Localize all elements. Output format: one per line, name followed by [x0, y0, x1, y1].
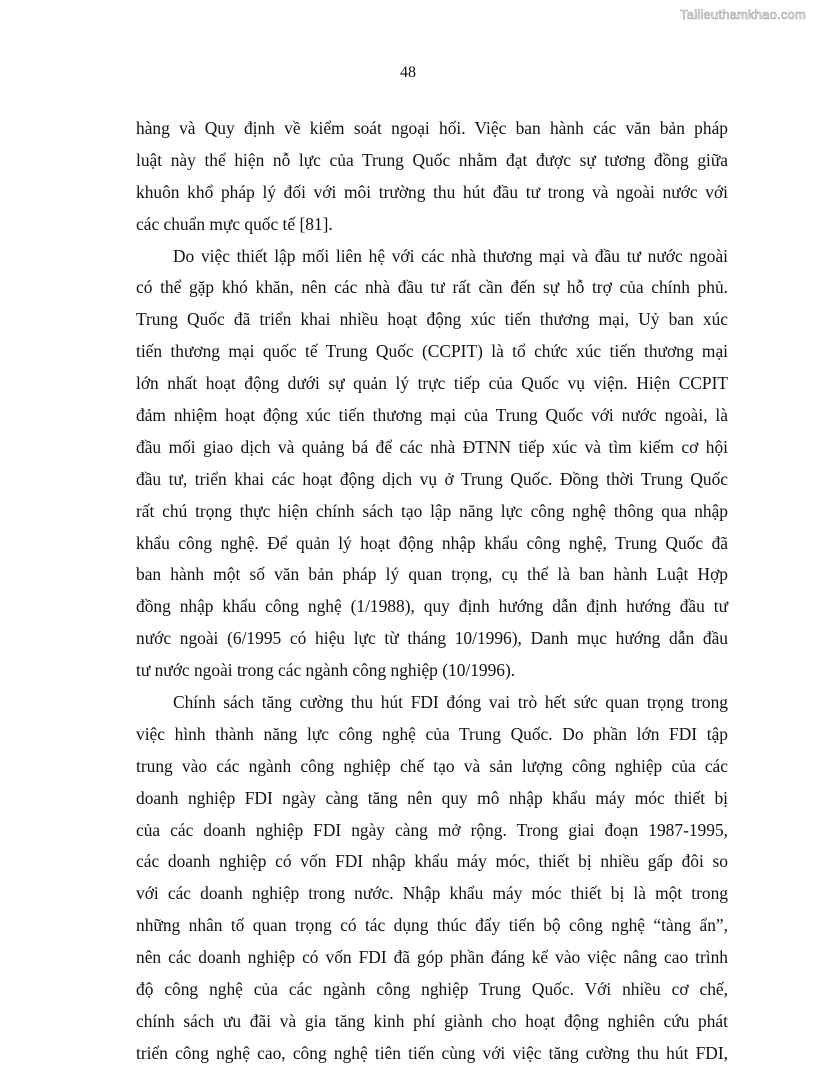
- text-line: của các doanh nghiệp FDI ngày càng mở rộng. Trong giai đoạn 1987-1995,: [136, 819, 728, 840]
- watermark-text: Tailieuthamkhao.com: [680, 7, 806, 22]
- text-line: các doanh nghiệp có vốn FDI nhập khẩu máy móc, thiết bị nhiều gấp đôi so: [136, 851, 728, 872]
- text-line: có thể gặp khó khăn, nên các nhà đầu tư rất cần đến sự hỗ trợ của chính phủ.: [136, 277, 728, 298]
- text-line: chính sách ưu đãi và gia tăng kinh phí giành cho hoạt động nghiên cứu phát: [136, 1010, 728, 1031]
- text-line: Chính sách tăng cường thu hút FDI đóng vai trò hết sức quan trọng trong: [173, 692, 728, 713]
- text-line: rất chú trọng thực hiện chính sách tạo lập năng lực công nghệ thông qua nhập: [136, 500, 728, 521]
- text-line: Trung Quốc đã triển khai nhiều hoạt động xúc tiến thương mại, Uỷ ban xúc: [136, 309, 728, 330]
- text-line: tư nước ngoài trong các ngành công nghiệp (10/1996).: [136, 660, 516, 681]
- text-line: nước ngoài (6/1995 có hiệu lực từ tháng 10/1996), Danh mục hướng dẫn đầu: [136, 628, 728, 649]
- text-line: đầu tư, triển khai các hoạt động dịch vụ ở Trung Quốc. Đồng thời Trung Quốc: [136, 468, 728, 489]
- text-line: triển công nghệ cao, công nghệ tiên tiến cùng với việc tăng cường thu hút FDI,: [136, 1042, 728, 1063]
- text-line: đảm nhiệm hoạt động xúc tiến thương mại của Trung Quốc với nước ngoài, là: [136, 405, 728, 426]
- paragraph: [136, 113, 728, 241]
- text-line: đầu mối giao dịch và quảng bá để các nhà ĐTNN tiếp xúc và tìm kiếm cơ hội: [136, 436, 728, 457]
- text-line: với các doanh nghiệp trong nước. Nhập khẩu máy móc thiết bị là một trong: [136, 883, 728, 904]
- document-body: [136, 113, 728, 1070]
- text-line: đồng nhập khẩu công nghệ (1/1988), quy định hướng dẫn định hướng đầu tư: [136, 596, 728, 617]
- text-line: luật này thể hiện nỗ lực của Trung Quốc nhằm đạt được sự tương đồng giữa: [136, 149, 728, 170]
- text-line: doanh nghiệp FDI ngày càng tăng nên quy mô nhập khẩu máy móc thiết bị: [136, 787, 728, 808]
- text-line: trung vào các ngành công nghiệp chế tạo và sản lượng công nghiệp của các: [136, 755, 728, 776]
- page-number: 48: [400, 64, 416, 81]
- text-line: khuôn khổ pháp lý đối với môi trường thu hút đầu tư trong và ngoài nước với: [136, 181, 728, 202]
- text-line: việc hình thành năng lực công nghệ của Trung Quốc. Do phần lớn FDI tập: [136, 723, 728, 744]
- paragraph: [136, 241, 728, 687]
- paragraph: [136, 687, 728, 1070]
- text-line: ban hành một số văn bản pháp lý quan trọng, cụ thể là ban hành Luật Hợp: [136, 564, 728, 585]
- text-line: những nhân tố quan trọng có tác dụng thúc đẩy tiến bộ công nghệ “tàng ẩn”,: [136, 915, 728, 936]
- text-line: độ công nghệ của các ngành công nghiệp Trung Quốc. Với nhiều cơ chế,: [136, 979, 728, 1000]
- text-line: nên các doanh nghiệp có vốn FDI đã góp phần đáng kể vào việc nâng cao trình: [136, 947, 728, 968]
- text-line: các chuẩn mực quốc tế [81].: [136, 213, 333, 234]
- text-line: hàng và Quy định về kiểm soát ngoại hối. Việc ban hành các văn bản pháp: [136, 118, 728, 138]
- text-line: khẩu công nghệ. Để quản lý hoạt động nhập khẩu công nghệ, Trung Quốc đã: [136, 532, 728, 553]
- text-line: Do việc thiết lập mối liên hệ với các nhà thương mại và đầu tư nước ngoài: [173, 245, 728, 266]
- text-line: lớn nhất hoạt động dưới sự quản lý trực tiếp của Quốc vụ viện. Hiện CCPIT: [136, 373, 728, 394]
- text-line: tiến thương mại quốc tế Trung Quốc (CCPIT) là tổ chức xúc tiến thương mại: [136, 341, 728, 362]
